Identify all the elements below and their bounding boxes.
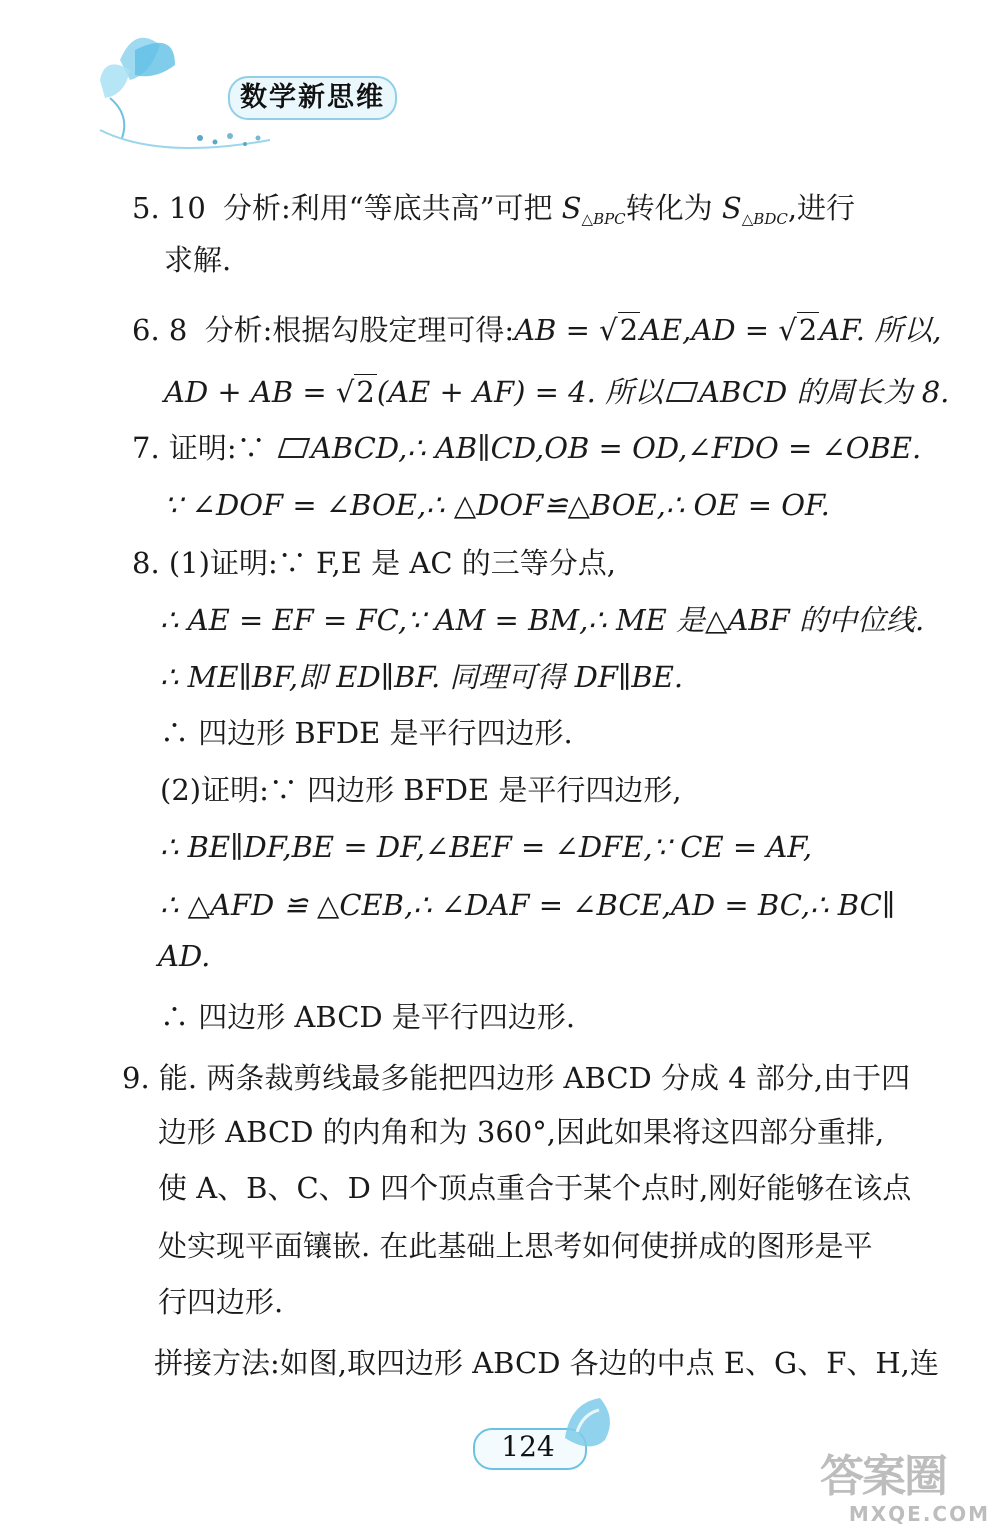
answer-line: 边形 ABCD 的内角和为 360°,因此如果将这四部分重排,: [158, 1115, 885, 1149]
answer-line: ∴ △AFD ≌ △CEB,∴ ∠DAF = ∠BCE,AD = BC,∴ BC∥: [160, 888, 896, 922]
answer-line: 拼接方法:如图,取四边形 ABCD 各边的中点 E、G、F、H,连: [154, 1346, 939, 1380]
answer-line: ∴ AE = EF = FC,∵ AM = BM,∴ ME 是△ABF 的中位线.: [160, 603, 925, 637]
answer-line: 5. 10 分析:利用“等底共高”可把 $S_{\triangle BPC}$转化为 $S_{\triangle BDC}$,进行: [132, 191, 856, 228]
page-header: [0, 0, 1000, 170]
answer-line: 行四边形.: [158, 1285, 284, 1319]
answer-line: 处实现平面镶嵌. 在此基础上思考如何使拼成的图形是平: [158, 1229, 873, 1263]
parallelogram-icon: [666, 382, 698, 402]
answer-line: 7. 证明:∵ ABCD,∴ AB∥CD,OB = OD,∠FDO = ∠OBE.: [132, 431, 922, 465]
answer-line: 8. (1)证明:∵ F,E 是 AC 的三等分点,: [132, 546, 616, 580]
answer-line: ∴ BE∥DF,BE = DF,∠BEF = ∠DFE,∵ CE = AF,: [160, 830, 813, 864]
book-title: 数学新思维: [228, 76, 397, 120]
answer-line: (2)证明:∵ 四边形 BFDE 是平行四边形,: [160, 773, 682, 807]
answer-line: AD + AB = √2(AE + AF) = 4. 所以 ABCD 的周长为 8.: [164, 375, 950, 409]
answer-line: 6. 8 分析:根据勾股定理可得:AB = √2AE,AD = √2AF. 所以,: [132, 313, 942, 347]
answer-line: ∵ ∠DOF = ∠BOE,∴ △DOF≌△BOE,∴ OE = OF.: [164, 488, 830, 522]
water-drop-decoration-icon: [555, 1388, 625, 1458]
answer-line: AD.: [158, 939, 211, 973]
answer-line: 使 A、B、C、D 四个顶点重合于某个点时,刚好能够在该点: [158, 1171, 912, 1205]
answer-line: 9. 能. 两条裁剪线最多能把四边形 ABCD 分成 4 部分,由于四: [122, 1061, 911, 1095]
parallelogram-icon: [278, 438, 310, 458]
page-number: 124: [501, 1430, 555, 1463]
answer-line: ∴ 四边形 ABCD 是平行四边形.: [160, 1000, 576, 1034]
watermark-logo-text: 答案圈: [820, 1451, 946, 1502]
answer-line: ∴ 四边形 BFDE 是平行四边形.: [160, 716, 573, 750]
answer-line: ∴ ME∥BF,即 ED∥BF. 同理可得 DF∥BE.: [160, 660, 684, 694]
watermark-url: MXQE.COM: [848, 1502, 990, 1526]
answer-line: 求解.: [164, 243, 232, 277]
site-watermark: [820, 1452, 990, 1532]
